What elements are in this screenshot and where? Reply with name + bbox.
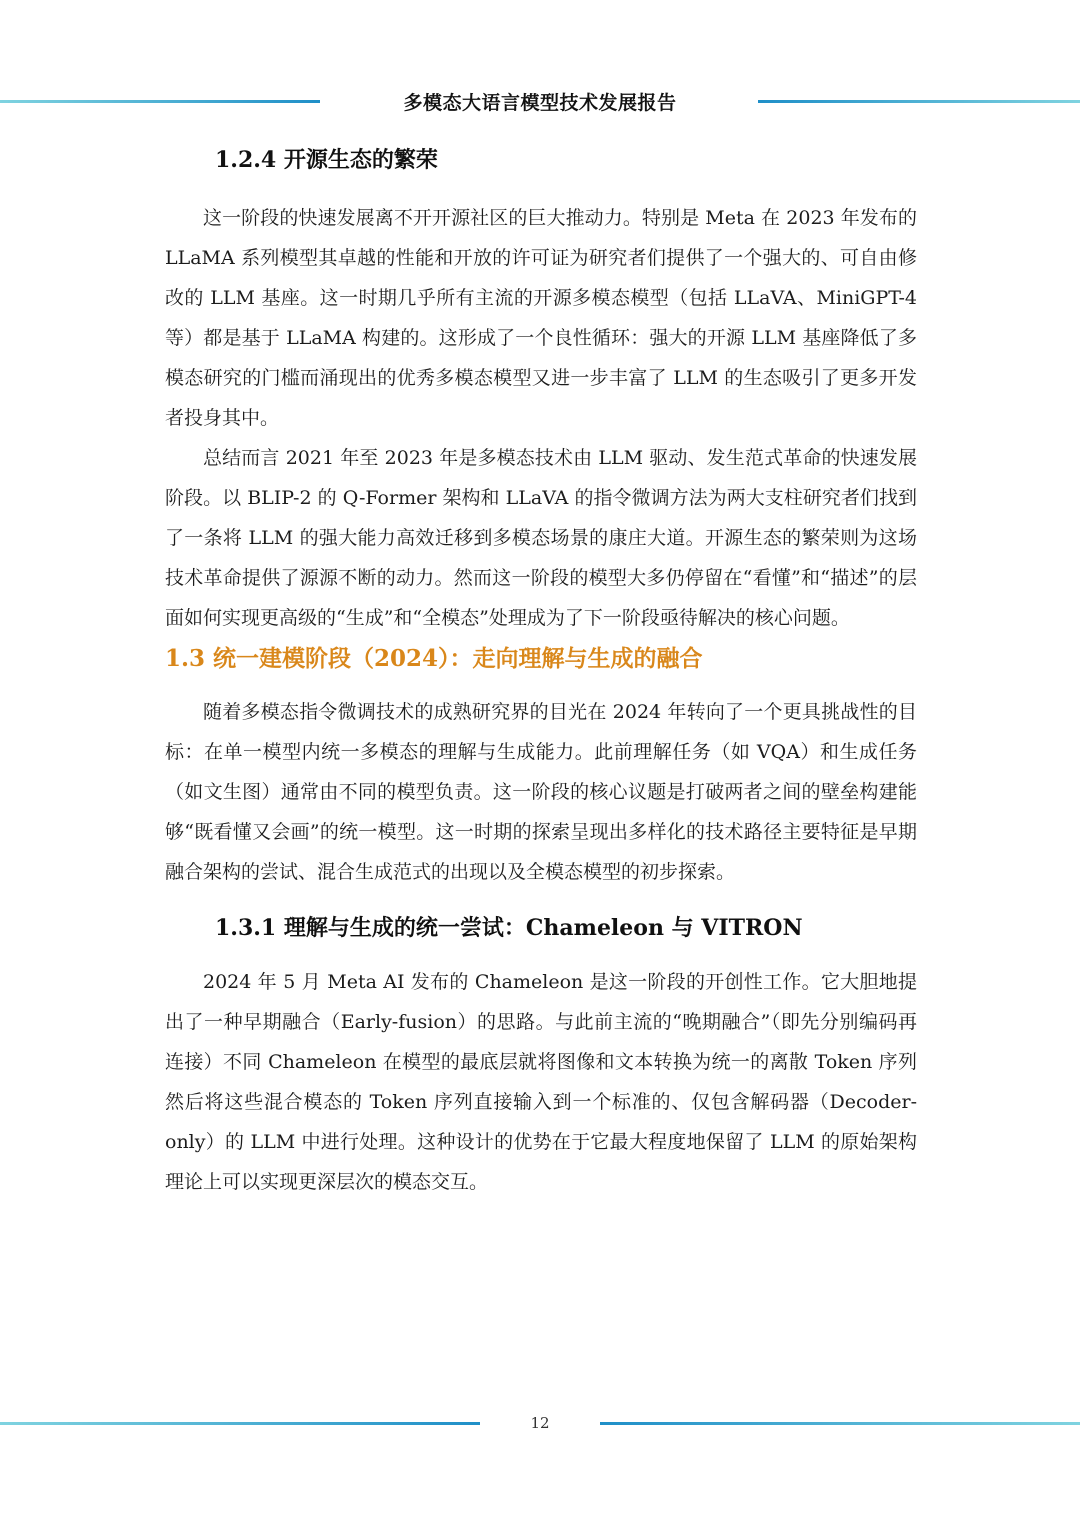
paragraph-unified-modeling: 随着多模态指令微调技术的成熟研究界的目光在 2024 年转向了一个更具挑战性的目标：在单一模型内统一多模态的理解与生成能力。此前理解任务（如 VQA）和生成任务（如文生图）通常由不同的模型负责。这一阶段的核心议题是打破两者之间的壁垒构建能够“既看懂又会画”的统一模型。这一时期的探索呈现出多样化的技术路径主要特征是早期融合架构的尝试、混合生成范式的出现以及全模态模型的初步探索。	[165, 701, 917, 883]
footer-rule-left	[0, 1422, 480, 1425]
header-rule-right	[758, 100, 1080, 103]
section-heading-1-2-4: 1.2.4 开源生态的繁荣	[215, 147, 438, 173]
section-heading-1-3: 1.3 统一建模阶段（2024）：走向理解与生成的融合	[165, 645, 703, 672]
running-header-title: 多模态大语言模型技术发展报告	[403, 92, 677, 114]
section-heading-1-3-1: 1.3.1 理解与生成的统一尝试：Chameleon 与 VITRON	[215, 915, 803, 941]
paragraph-open-source-2: 总结而言 2021 年至 2023 年是多模态技术由 LLM 驱动、发生范式革命的快速发展阶段。以 BLIP-2 的 Q-Former 架构和 LLaVA 的指令微调方法为两大支柱研究者们找到了一条将 LLM 的强大能力高效迁移到多模态场景的康庄大道。开源生态的繁荣则为这场技术革命提供了源源不断的动力。然而这一阶段的模型大多仍停留在“看懂”和“描述”的层面如何实现更高级的“生成”和“全模态”处理成为了下一阶段亟待解决的核心问题。	[165, 447, 917, 629]
footer-rule-right	[600, 1422, 1080, 1425]
paragraph-chameleon: 2024 年 5 月 Meta AI 发布的 Chameleon 是这一阶段的开创性工作。它大胆地提出了一种早期融合（Early-fusion）的思路。与此前主流的“晚期融合”（即先分别编码再连接）不同 Chameleon 在模型的最底层就将图像和文本转换为统一的离散 Token 序列然后将这些混合模态的 Token 序列直接输入到一个标准的、仅包含解码器（Decoder-only）的 LLM 中进行处理。这种设计的优势在于它最大程度地保留了 LLM 的原始架构理论上可以实现更深层次的模态交互。	[165, 971, 917, 1193]
paragraph-open-source-1: 这一阶段的快速发展离不开开源社区的巨大推动力。特别是 Meta 在 2023 年发布的 LLaMA 系列模型其卓越的性能和开放的许可证为研究者们提供了一个强大的、可自由修改的 LLM 基座。这一时期几乎所有主流的开源多模态模型（包括 LLaVA、MiniGPT-4 等）都是基于 LLaMA 构建的。这形成了一个良性循环：强大的开源 LLM 基座降低了多模态研究的门槛而涌现出的优秀多模态模型又进一步丰富了 LLM 的生态吸引了更多开发者投身其中。	[165, 207, 917, 429]
page-content	[165, 138, 917, 1202]
page-number: 12	[530, 1414, 550, 1432]
